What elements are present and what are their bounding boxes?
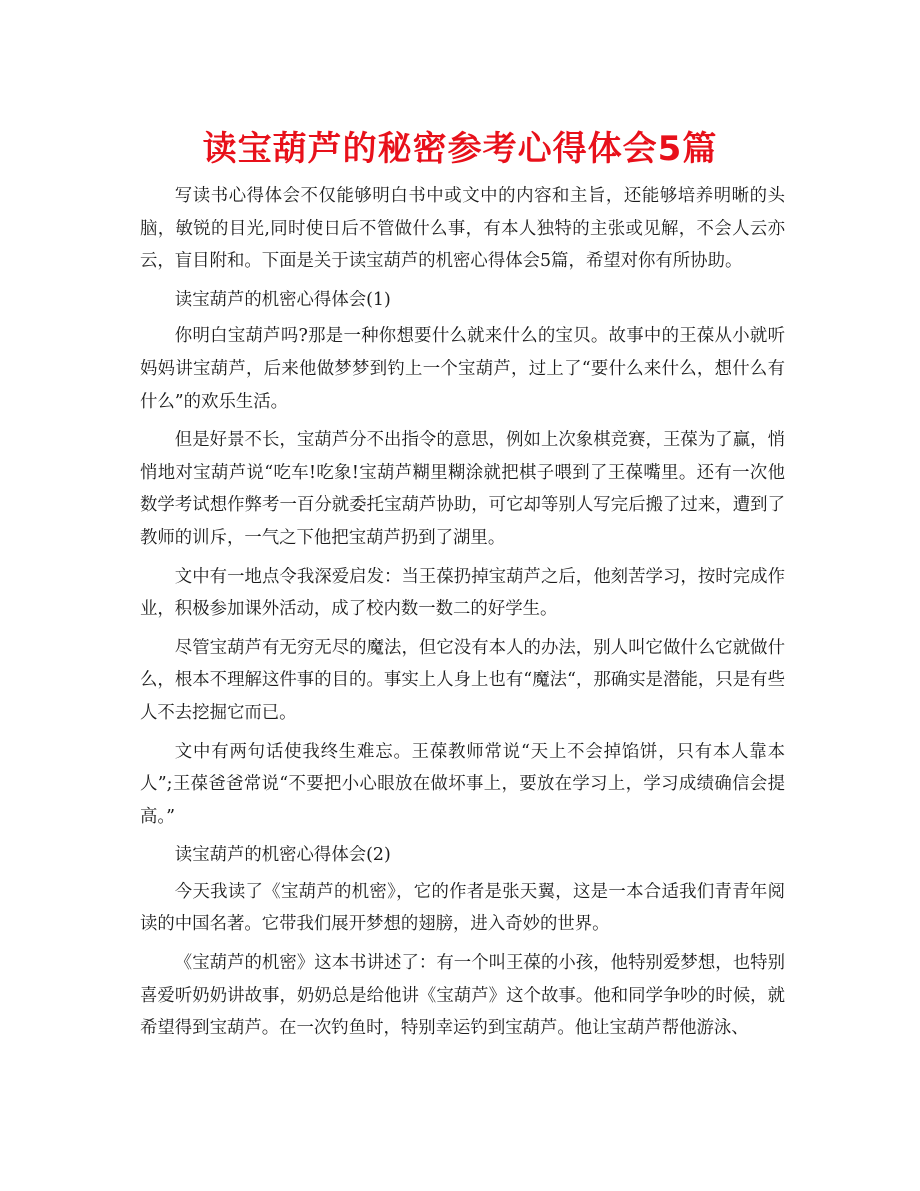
section-heading: 读宝葫芦的机密心得体会(2): [174, 845, 391, 866]
body-paragraph: 《宝葫芦的机密》这本书讲述了：有一个叫王葆的小孩，他特别爱梦想，也特别喜爱听奶奶讲故事，奶奶总是给他讲《宝葫芦》这个故事。他和同学争吵的时候，就希望得到宝葫芦。在一次钓鱼时，特别幸运钓到宝葫芦。他让宝葫芦帮他游泳、: [140, 953, 785, 1039]
body-paragraph: 你明白宝葫芦吗?那是一种你想要什么就来什么的宝贝。故事中的王葆从小就听妈妈讲宝葫芦，后来他做梦梦到钓上一个宝葫芦，过上了“要什么来什么，想什么有什么”的欢乐生活。: [140, 326, 785, 412]
body-paragraph: 但是好景不长，宝葫芦分不出指令的意思，例如上次象棋竞赛，王葆为了赢，悄悄地对宝葫芦说“吃车!吃象!宝葫芦糊里糊涂就把棋子喂到了王葆嘴里。还有一次他数学考试想作弊考一百分就委托宝葫芦协助，可它却等别人写完后搬了过来，遭到了教师的训斥，一气之下他把宝葫芦扔到了湖里。: [140, 430, 785, 548]
body-paragraph: 文中有两句话使我终生难忘。王葆教师常说“天上不会掉馅饼，只有本人靠本人”;王葆爸爸常说“不要把小心眼放在做坏事上，要放在学习上，学习成绩确信会提高。”: [140, 741, 785, 827]
section-heading: 读宝葫芦的机密心得体会(1): [174, 289, 391, 310]
body-paragraph: 尽管宝葫芦有无穷无尽的魔法，但它没有本人的办法，别人叫它做什么它就做什么，根本不理解这件事的目的。事实上人身上也有“魔法“，那确实是潜能，只是有些人不去挖掘它而已。: [140, 637, 785, 723]
body-paragraph: 文中有一地点令我深爱启发：当王葆扔掉宝葫芦之后，他刻苦学习，按时完成作业，积极参加课外活动，成了校内数一数二的好学生。: [140, 566, 785, 620]
document-title: 读宝葫芦的秘密参考心得体会5篇: [202, 129, 718, 169]
document-body: [140, 180, 785, 1051]
intro-paragraph: 写读书心得体会不仅能够明白书中或文中的内容和主旨，还能够培养明晰的头脑，敏锐的目光,同时使日后不管做什么事，有本人独特的主张或见解，不会人云亦云，盲目附和。下面是关于读宝葫芦的机密心得体会5篇，希望对你有所协助。: [140, 186, 785, 272]
body-paragraph: 今天我读了《宝葫芦的机密》，它的作者是张天翼，这是一本合适我们青青年阅读的中国名著。它带我们展开梦想的翅膀，进入奇妙的世界。: [140, 881, 785, 935]
